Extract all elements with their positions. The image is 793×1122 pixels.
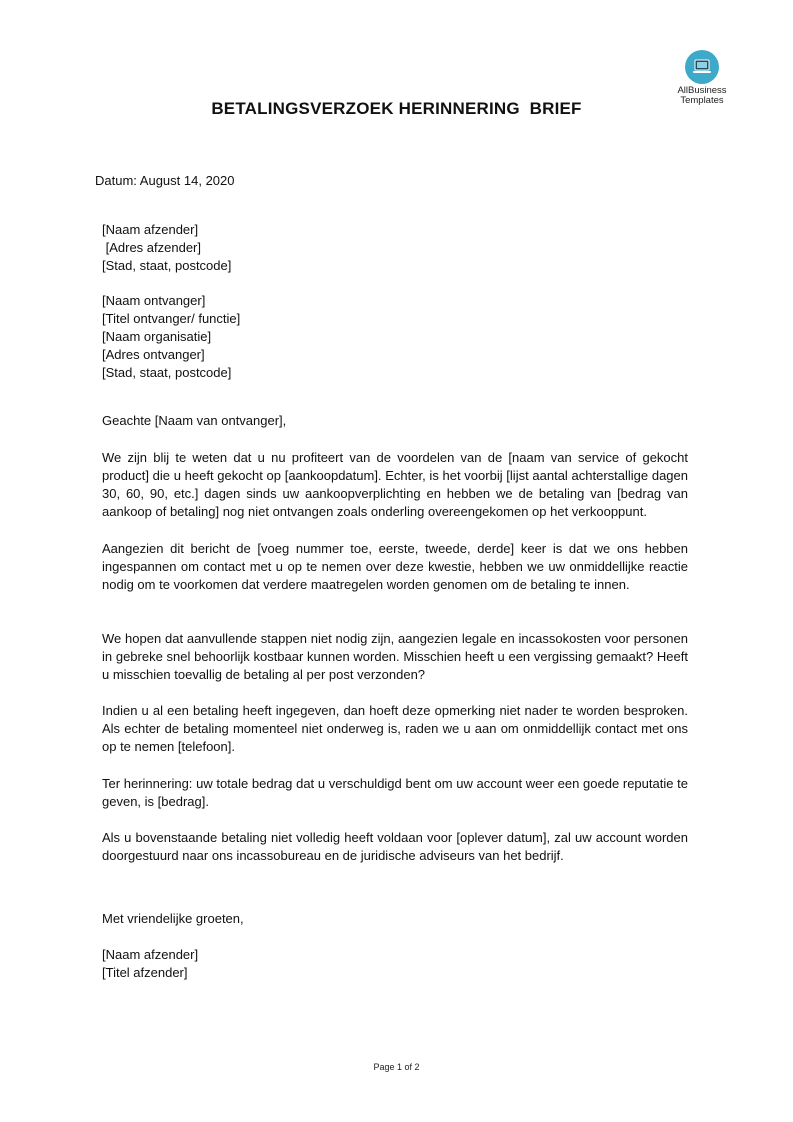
- recipient-title: [Titel ontvanger/ functie]: [102, 311, 241, 326]
- page-number: Page 1 of 2: [373, 1062, 420, 1072]
- body-paragraph: Aangezien dit bericht de [voeg nummer toe, eerste, tweede, derde] keer is dat we ons hebben ingespannen om contact met u op te nemen over deze kwestie, hebben we uw onmiddellijke reactie nodig om te voorkomen dat verdere maatregelen worden genomen om de betaling te innen.: [102, 541, 688, 592]
- signature-name: [Naam afzender]: [102, 947, 199, 962]
- body-paragraph: Als u bovenstaande betaling niet volledig heeft voldaan voor [oplever datum], zal uw account worden doorgestuurd naar ons incassobureau en de juridische adviseurs van het bedrijf.: [102, 830, 688, 863]
- closing-greeting: Met vriendelijke groeten,: [102, 911, 244, 926]
- signature-title: [Titel afzender]: [102, 965, 188, 980]
- sender-address: [Adres afzender]: [102, 240, 201, 255]
- letter-date: Datum: August 14, 2020: [95, 173, 235, 188]
- signature-block: [102, 946, 198, 982]
- logo-line-1: AllBusiness: [677, 85, 727, 96]
- recipient-city: [Stad, staat, postcode]: [102, 365, 232, 380]
- recipient-address-block: [102, 292, 240, 382]
- sender-address-block: [102, 221, 231, 275]
- salutation: Geachte [Naam van ontvanger],: [102, 413, 287, 428]
- body-paragraph: We zijn blij te weten dat u nu profiteert van de voordelen van de [naam van service of gekocht product] die u heeft gekocht op [aankoopdatum]. Echter, is het voorbij [lijst aantal achterstallige dagen 30, 60, 90, etc.] dagen sinds uw aankoopverplichting en hebben we de betaling van [bedrag van aankoop of betaling] nog niet ontvangen zoals onderling overeengekomen op het verkooppunt.: [102, 450, 688, 519]
- laptop-icon: [692, 59, 712, 75]
- logo-badge: [685, 50, 719, 84]
- logo-line-2: Templates: [680, 95, 724, 106]
- brand-logo: [664, 50, 740, 106]
- sender-city: [Stad, staat, postcode]: [102, 258, 232, 273]
- sender-name: [Naam afzender]: [102, 222, 199, 237]
- recipient-organisation: [Naam organisatie]: [102, 329, 212, 344]
- body-paragraph: We hopen dat aanvullende stappen niet nodig zijn, aangezien legale en incassokosten voor personen in gebreke snel behoorlijk kostbaar kunnen worden. Misschien heeft u een vergissing gemaakt? Heeft u misschien toevallig de betaling al per post verzonden?: [102, 631, 688, 682]
- recipient-name: [Naam ontvanger]: [102, 293, 206, 308]
- body-paragraph: Ter herinnering: uw totale bedrag dat u verschuldigd bent om uw account weer een goede reputatie te geven, is [bedrag].: [102, 776, 688, 809]
- body-paragraph: Indien u al een betaling heeft ingegeven, dan hoeft deze opmerking niet nader te worden besproken. Als echter de betaling momenteel niet onderweg is, raden we u aan om onmiddellijk contact met ons op te nemen [telefoon].: [102, 703, 688, 754]
- document-title: BETALINGSVERZOEK HERINNERING BRIEF: [211, 99, 582, 118]
- recipient-address: [Adres ontvanger]: [102, 347, 205, 362]
